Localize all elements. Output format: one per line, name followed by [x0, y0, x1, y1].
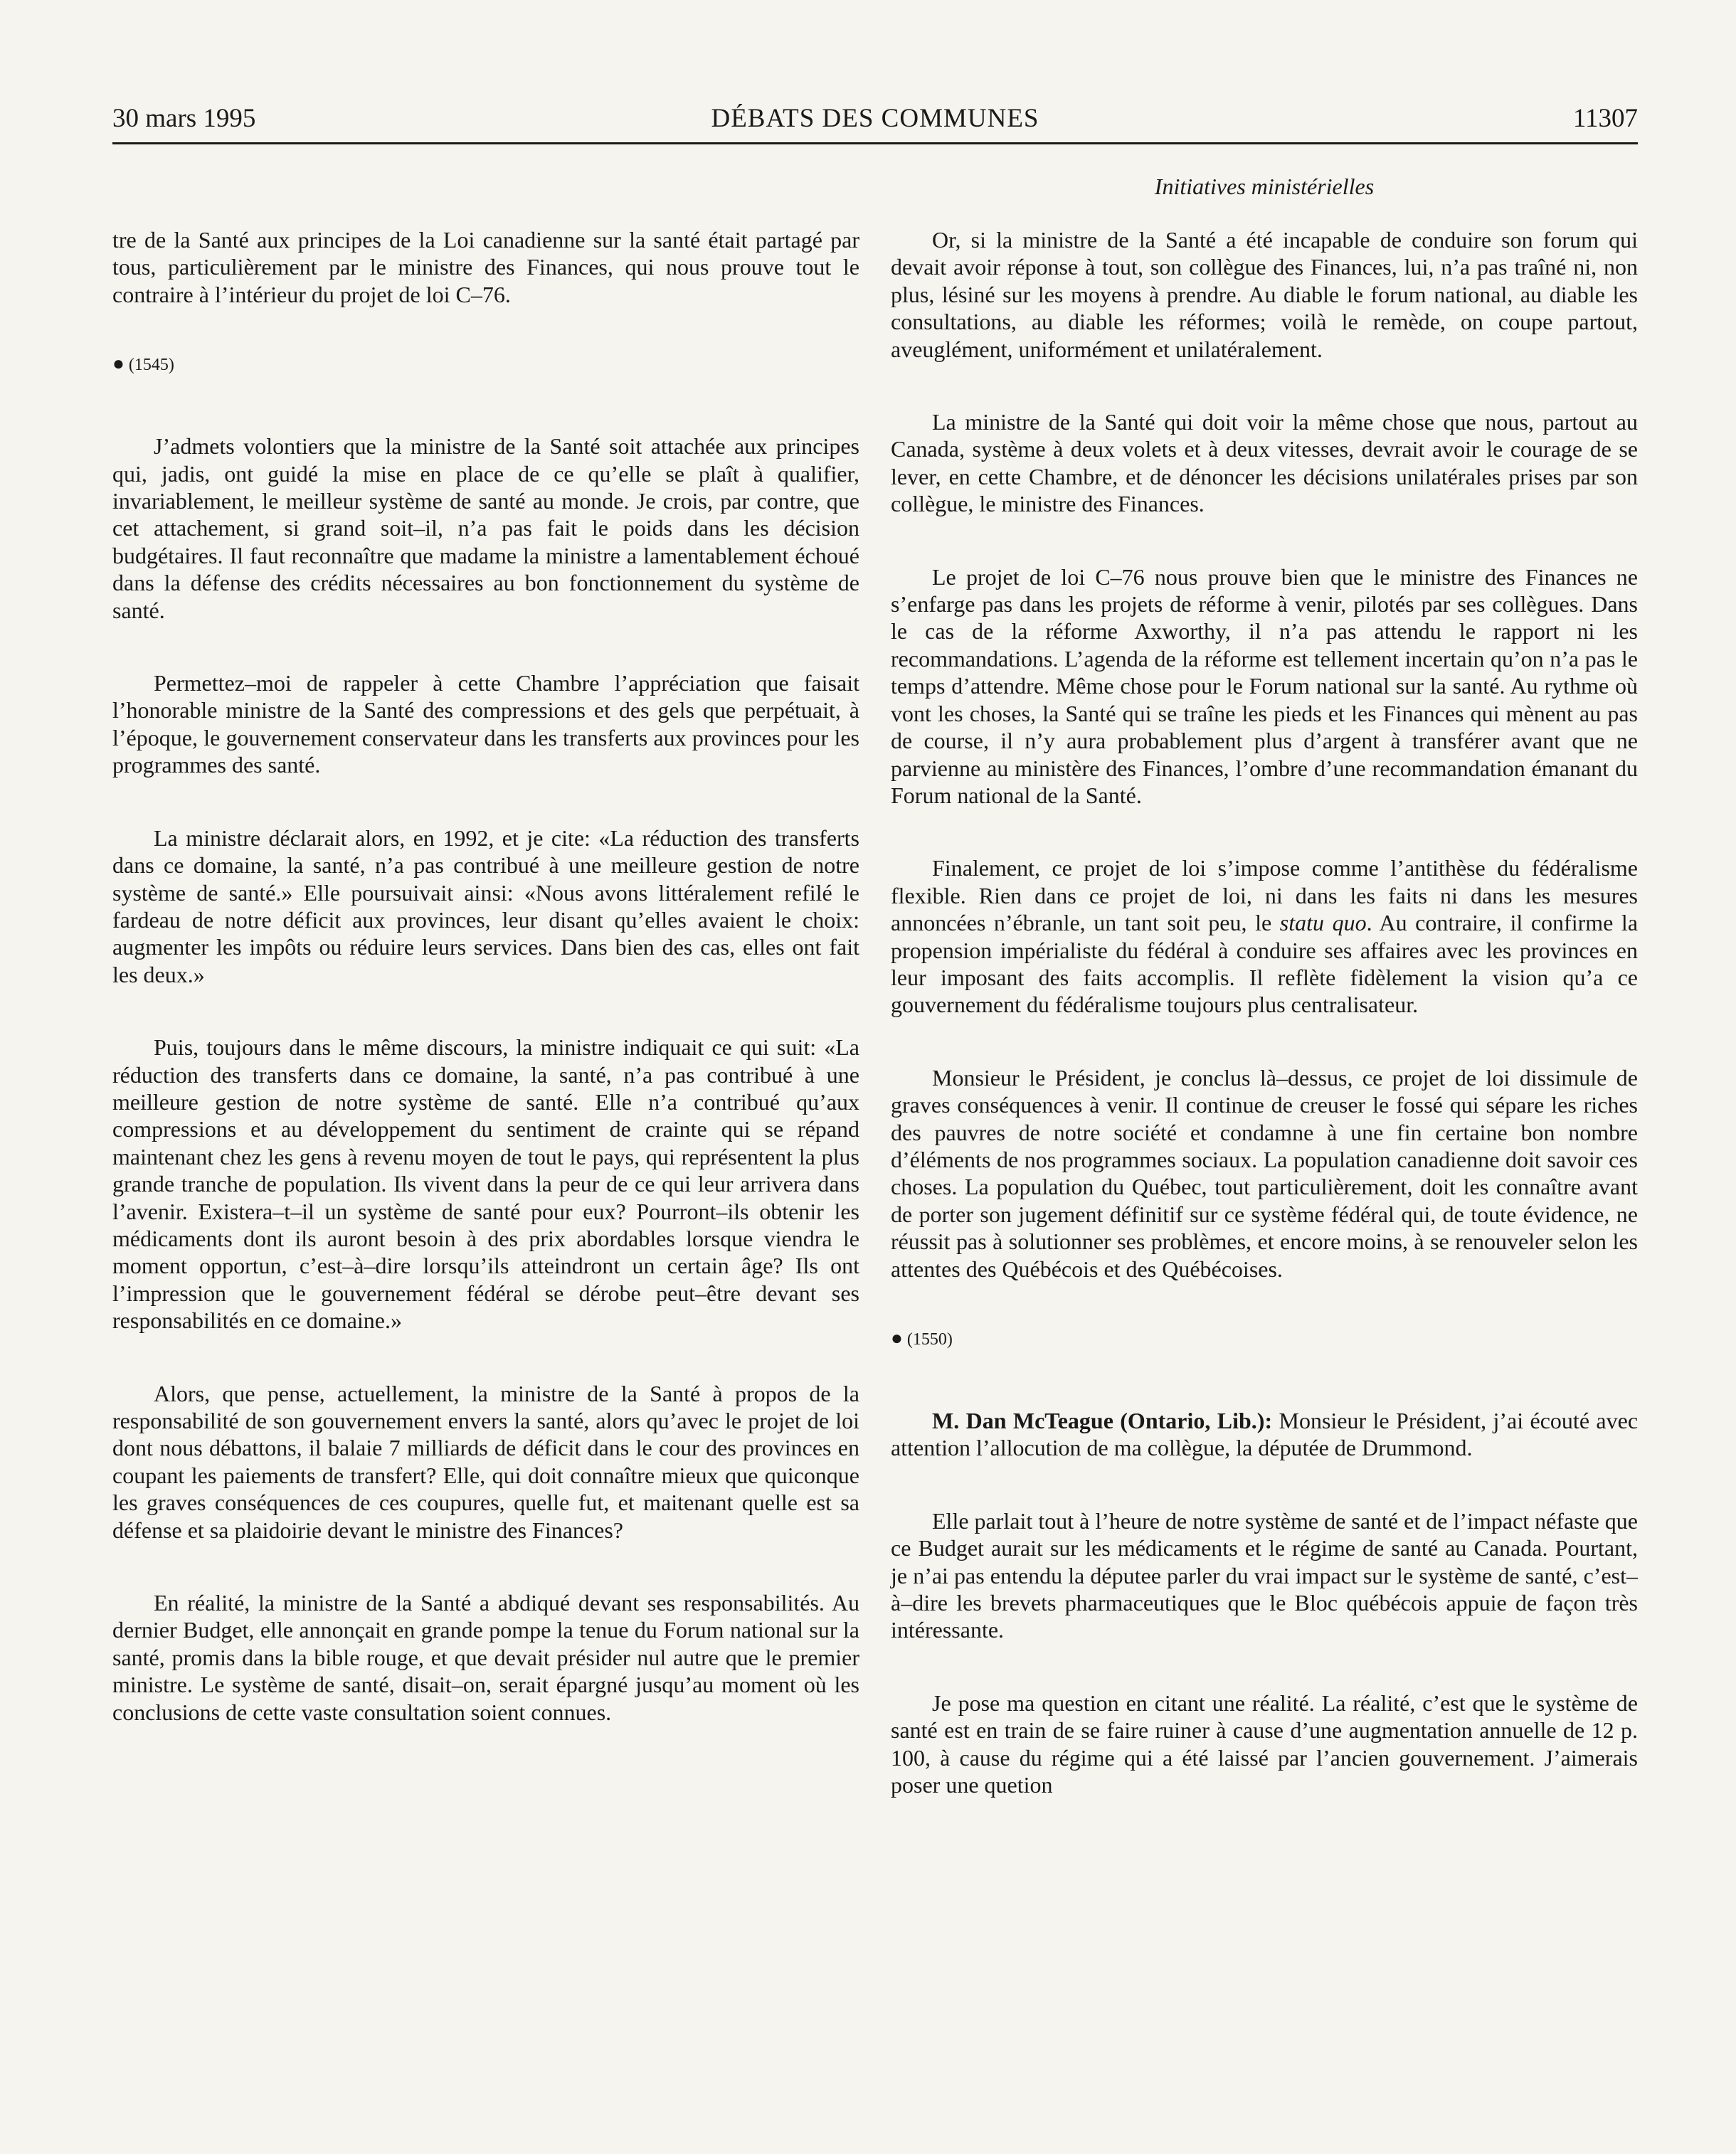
section-title: Initiatives ministérielles — [1154, 174, 1375, 199]
paragraph: Alors, que pense, actuellement, la ministre de la Santé à propos de la responsabilité de son gouvernement envers la santé, alors qu’avec le projet de loi dont nous débattons, il balaie 7 milliards de déficit dans le cour des provinces en coupant les paiements de transfert? Elle, qui doit connaître mieux que quiconque les graves conséquences de ces coupures, quelle fut, et maitenant quelle est sa défense et sa plaidoirie devant le ministre des Finances? — [112, 1380, 859, 1543]
right-column — [891, 226, 1638, 1844]
paragraph: Elle parlait tout à l’heure de notre système de santé et de l’impact néfaste que ce Budget aurait sur les médicaments et le régime de santé au Canada. Pourtant, je n’ai pas entendu la députee parler du vrai impact sur le système de santé, c’est–à–dire les brevets pharmaceutiques que le Bloc québécois appuie de façon très intéressante. — [891, 1507, 1638, 1643]
paragraph: Le projet de loi C–76 nous prouve bien que le ministre des Finances ne s’enfarge pas dans les projets de réforme à venir, pilotés par ses collègues. Dans le cas de la réforme Axworthy, il n’a pas attendu le rapport ni les recommandations. L’agenda de la réforme est tellement incertain qu’on n’a pas le temps d’attendre. Même chose pour le Forum national sur la santé. Au rythme où vont les choses, la Santé qui se traîne les pieds et les Finances qui mènent au pas de course, il n’y aura probablement plus d’argent à transférer avant que ne parvienne au ministère des Finances, l’ombre d’une recommandation émanant du Forum national de la Santé. — [891, 563, 1638, 808]
text-run: Monsieur le Président, j’ai écouté avec attention l’allocution de ma collègue, la députée de Drummond. — [891, 1408, 1639, 1461]
time-marker-label: (1545) — [128, 356, 174, 375]
header-date: 30 mars 1995 — [112, 104, 256, 133]
paragraph: En réalité, la ministre de la Santé a abdiqué devant ses responsabilités. Au dernier Budget, elle annonçait en grande pompe la tenue du Forum national sur la santé, promis dans la bible rouge, et que devait présider nul autre que le premier ministre. Le système de santé, disait–on, serait épargné jusqu’au moment où les conclusions de cette vaste consultation soient connues. — [112, 1590, 859, 1725]
paragraph: Puis, toujours dans le même discours, la ministre indiquait ce qui suit: «La réduction des transferts dans ce domaine, la santé, n’a pas contribué à une meilleure gestion de notre système de santé. Elle n’a contribué qu’aux compressions et au développement du sentiment de crainte qui se répand maintenant chez les gens à revenu moyen de tout le pays, qui représentent la plus grande tranche de population. Ils vivent dans la peur de ce qui leur arrivera dans l’avenir. Existera–t–il un système de santé pour eux? Pourront–ils obtenir les médicaments dont ils auront besoin à des prix abordables lorsque viendra le moment opportun, c’est–à–dire lorsqu’ils atteindront un certain âge? Ils ont l’impression que le gouvernement fédéral se dérobe peut–être devant ses responsabilités en ce domaine.» — [112, 1034, 859, 1334]
header-rule — [112, 142, 1638, 144]
paragraph: Je pose ma question en citant une réalité. La réalité, c’est que le système de santé est en train de se faire ruiner à cause d’une augmentation annuelle de 12 p. 100, à cause du régime qui a été laissé par l’ancien gouvernement. J’aimerais poser une quetion — [891, 1689, 1638, 1798]
paragraph: tre de la Santé aux principes de la Loi canadienne sur la santé était partagé par tous, particulièrement par le ministre des Finances, qui nous prouve tout le contraire à l’intérieur du projet de loi C–76. — [112, 227, 859, 307]
header-title: DÉBATS DES COMMUNES — [711, 104, 1039, 133]
time-marker-label: (1550) — [906, 1330, 953, 1349]
paragraph: Monsieur le Président, je conclus là–dessus, ce projet de loi dissimule de graves conséquences à venir. Il continue de creuser le fossé qui sépare les riches des pauvres de notre société et condamne à une fin certaine bon nombre d’éléments de nos programmes sociaux. La population canadienne doit savoir ces choses. La population du Québec, tout particulièrement, doit les connaître avant de porter son jugement définitif sur ce système fédéral qui, de toute évidence, ne réussit pas à solutionner ses problèmes, et encore moins, à se renouveler selon les attentes des Québécois et des Québécoises. — [891, 1064, 1638, 1282]
time-marker — [112, 354, 859, 376]
left-column — [112, 226, 859, 1771]
paragraph: Or, si la ministre de la Santé a été incapable de conduire son forum qui devait avoir réponse à tout, son collègue des Finances, lui, n’a pas traîné ni, non plus, lésiné sur les moyens à prendre. Au diable le forum national, au diable les consultations, au diable les réformes; voilà le remède, on coupe partout, aveuglément, uniformément et unilatéralement. — [891, 227, 1638, 362]
paragraph: J’admets volontiers que la ministre de la Santé soit attachée aux principes qui, jadis, ont guidé la mise en place de ce qu’elle se plaît à qualifier, invariablement, le meilleur système de santé au monde. Je crois, par contre, que cet attachement, si grand soit–il, n’a pas fait le poids dans les décision budgétaires. Il faut reconnaître que madame la ministre a lamentablement échoué dans la défense des crédits nécessaires au bon fonctionnement du système de santé. — [112, 433, 859, 623]
speaker-name: M. Dan McTeague (Ontario, Lib.): — [932, 1408, 1273, 1433]
page-header — [112, 100, 1638, 138]
paragraph: La ministre déclarait alors, en 1992, et je cite: «La réduction des transferts dans ce domaine, la santé, n’a pas contribué à une meilleure gestion de notre système de santé.» Elle poursuivait ainsi: «Nous avons littéralement refilé le fardeau de notre déficit aux provinces, leur disant qu’elles avaient le choix: augmenter les impôts ou réduire leurs services. Dans bien des cas, elles ont fait les deux.» — [112, 824, 859, 987]
paragraph: La ministre de la Santé qui doit voir la même chose que nous, partout au Canada, système à deux volets et à deux vitesses, devrait avoir le courage de se lever, en cette Chambre, et de dénoncer les décisions unilatérales prises par son collègue, le ministre des Finances. — [891, 409, 1638, 517]
text-run: Finalement, ce projet de loi s’impose comme l’antithèse du fédéralisme flexible. Rien dans ce projet de loi, ni dans les faits ni dans les mesures annoncées n’ébranle, un tant soit peu, le — [891, 855, 1638, 936]
time-marker — [891, 1328, 1638, 1350]
italic-term: statu quo — [1279, 910, 1367, 936]
bullet-icon: ● — [112, 353, 125, 376]
header-page-number: 11307 — [1572, 104, 1638, 133]
text-run: . Au contraire, il confirme la propension impérialiste du fédéral à conduire ses affaires avec les provinces en leur imposant des faits accomplis. Il reflète fidèlement la vision qu’a ce gouvernement du fédéralisme toujours plus centralisateur. — [891, 910, 1639, 1018]
paragraph-federalism — [891, 854, 1638, 1018]
speaker-paragraph — [891, 1407, 1638, 1462]
bullet-icon: ● — [891, 1327, 903, 1349]
paragraph: Permettez–moi de rappeler à cette Chambre l’appréciation que faisait l’honorable ministre de la Santé des compressions et des gels que perpétuait, à l’époque, le gouvernement conservateur dans les transferts aux provinces pour les programmes des santé. — [112, 670, 859, 778]
